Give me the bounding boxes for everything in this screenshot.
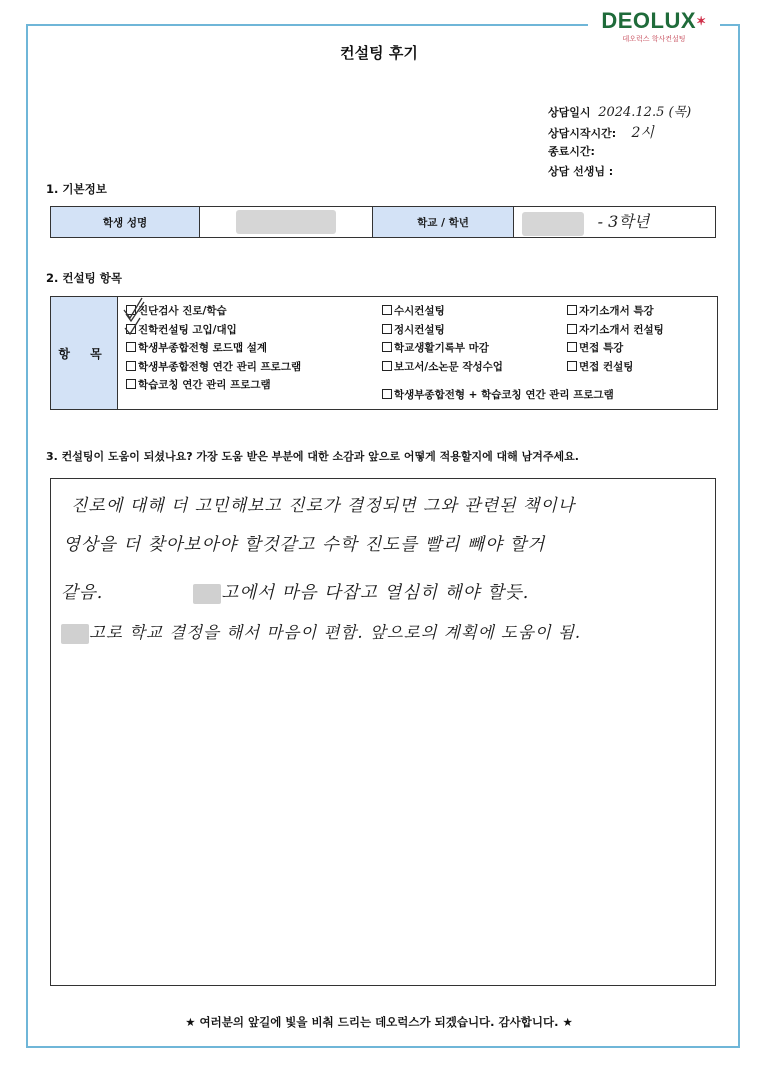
item-essay-consulting[interactable]: 자기소개서 컨설팅 bbox=[567, 321, 664, 340]
date-label: 상담일시 bbox=[548, 106, 591, 119]
redacted-school-mark bbox=[61, 624, 89, 644]
item-early-admission[interactable]: 수시컨설팅 bbox=[382, 302, 503, 321]
section-items-heading: 2. 컨설팅 항목 bbox=[46, 271, 122, 285]
logo-tagline: 데오럭스 학사컨설팅 bbox=[622, 35, 686, 43]
item-report-class[interactable]: 보고서/소논문 작성수업 bbox=[382, 358, 503, 377]
checkbox-icon bbox=[382, 361, 392, 371]
grade-value: - 3학년 bbox=[597, 211, 650, 231]
items-column-1 bbox=[126, 302, 301, 395]
redacted-school bbox=[522, 212, 584, 236]
student-name-label: 학생 성명 bbox=[51, 207, 200, 238]
redacted-name bbox=[236, 210, 336, 234]
meta-teacher: 상담 선생님 : bbox=[548, 165, 614, 178]
feedback-line-1: 진로에 대해 더 고민해보고 진로가 결정되면 그와 관련된 책이나 bbox=[71, 496, 576, 516]
school-grade-label: 학교 / 학년 bbox=[373, 207, 514, 238]
checkbox-icon bbox=[382, 324, 392, 334]
start-label: 상담시작시간: bbox=[548, 127, 617, 140]
checkbox-icon bbox=[382, 305, 392, 315]
checkbox-icon bbox=[567, 324, 577, 334]
checkbox-icon bbox=[126, 342, 136, 352]
feedback-line-2: 영상을 더 찾아보아야 할것같고 수학 진도를 빨리 빼야 할거 bbox=[63, 535, 546, 555]
feedback-line-3: 같음. 고에서 마음 다잡고 열심히 해야 할듯. bbox=[61, 583, 530, 603]
start-value: 2시 bbox=[631, 125, 654, 141]
date-value: 2024.12.5 (목) bbox=[598, 105, 692, 120]
item-essay-lecture[interactable]: 자기소개서 특강 bbox=[567, 302, 664, 321]
item-diagnostic[interactable]: 진단검사 진로/학습 bbox=[126, 302, 301, 321]
meta-start bbox=[548, 122, 654, 142]
redacted-school-mark bbox=[193, 584, 221, 604]
item-coaching-program[interactable]: 학습코칭 연간 관리 프로그램 bbox=[126, 376, 301, 395]
checkbox-icon bbox=[382, 342, 392, 352]
items-column-3 bbox=[567, 302, 664, 376]
checkbox-icon bbox=[567, 342, 577, 352]
student-name-cell bbox=[200, 207, 373, 238]
star-icon: ✶ bbox=[696, 14, 707, 28]
items-row-header: 항 목 bbox=[51, 297, 118, 409]
item-record-close[interactable]: 학교생활기록부 마감 bbox=[382, 339, 503, 358]
item-admission[interactable]: 진학컨설팅 고입/대입 bbox=[126, 321, 301, 340]
checkbox-icon bbox=[126, 379, 136, 389]
school-grade-cell bbox=[514, 207, 716, 238]
checkbox-icon bbox=[567, 361, 577, 371]
logo-text: DEOLUX bbox=[601, 8, 697, 33]
item-roadmap[interactable]: 학생부종합전형 로드맵 설계 bbox=[126, 339, 301, 358]
checkbox-icon bbox=[567, 305, 577, 315]
meta-date bbox=[548, 101, 691, 120]
feedback-question: 3. 컨설팅이 도움이 되셨나요? 가장 도움 받은 부분에 대한 소감과 앞으로 어떻게 적용할지에 대해 남겨주세요. bbox=[46, 450, 579, 463]
footer-message: ★ 여러분의 앞길에 빛을 비춰 드리는 데오럭스가 되겠습니다. 감사합니다. ★ bbox=[185, 1015, 573, 1029]
items-column-2 bbox=[382, 302, 503, 376]
checkbox-icon bbox=[382, 389, 392, 399]
meta-end: 종료시간: bbox=[548, 145, 595, 158]
item-annual-program[interactable]: 학생부종합전형 연간 관리 프로그램 bbox=[126, 358, 301, 377]
section-basic-info-heading: 1. 기본정보 bbox=[46, 182, 107, 196]
handwritten-check-icon bbox=[120, 294, 150, 336]
checkbox-icon bbox=[126, 361, 136, 371]
feedback-answer-box bbox=[50, 478, 716, 986]
basic-info-table bbox=[50, 206, 716, 238]
item-interview-consulting[interactable]: 면접 컨설팅 bbox=[567, 358, 664, 377]
feedback-line-4: 고로 학교 결정을 해서 마음이 편함. 앞으로의 계획에 도움이 됨. bbox=[61, 619, 581, 644]
item-regular-admission[interactable]: 정시컨설팅 bbox=[382, 321, 503, 340]
page-title: 컨설팅 후기 bbox=[340, 44, 418, 62]
item-interview-lecture[interactable]: 면접 특강 bbox=[567, 339, 664, 358]
item-combined-program[interactable]: 학생부종합전형 + 학습코칭 연간 관리 프로그램 bbox=[382, 386, 614, 405]
